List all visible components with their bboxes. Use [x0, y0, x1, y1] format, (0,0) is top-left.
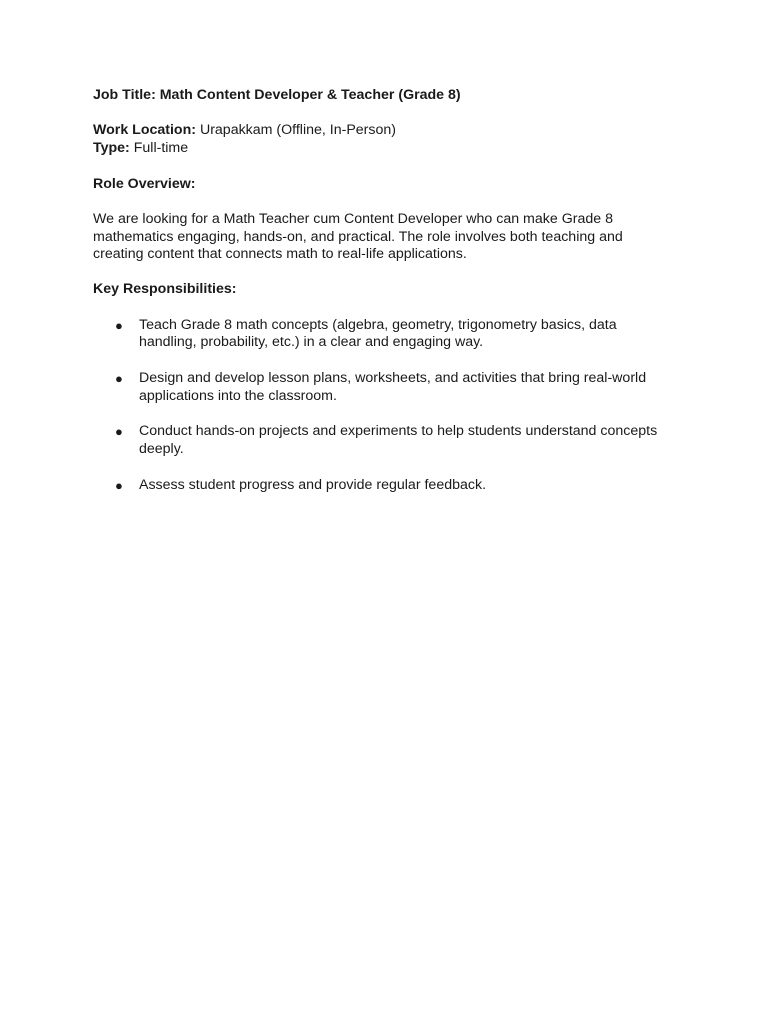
- type-label: Type:: [93, 139, 130, 156]
- role-overview-text: We are looking for a Math Teacher cum Content Developer who can make Grade 8 mathematics engaging, hands-on, and practical. The role involves both teaching and creating content that connects math to real-life applications.: [93, 210, 623, 263]
- role-overview-heading: Role Overview:: [93, 175, 196, 192]
- bullet-icon: ●: [115, 424, 123, 440]
- list-item: [93, 317, 673, 352]
- type-line: [93, 140, 673, 158]
- list-item: [93, 477, 673, 495]
- work-location-value: Urapakkam (Offline, In-Person): [196, 122, 397, 139]
- list-item: [93, 370, 673, 405]
- type-value: Full-time: [129, 139, 189, 156]
- work-location-line: [93, 122, 673, 140]
- list-item-text: Design and develop lesson plans, worksheets, and activities that bring real-world applications into the classroom.: [139, 370, 647, 404]
- job-title: Job Title: Math Content Developer & Teacher (Grade 8): [93, 87, 461, 103]
- document-body: [93, 87, 673, 513]
- bullet-icon: ●: [115, 477, 123, 493]
- list-item: [93, 423, 673, 458]
- bullet-icon: ●: [115, 371, 123, 387]
- responsibilities-list: [93, 317, 673, 495]
- list-item-text: Assess student progress and provide regular feedback.: [139, 476, 487, 493]
- key-responsibilities-heading: Key Responsibilities:: [93, 281, 237, 298]
- list-item-text: Conduct hands-on projects and experiments to help students understand concepts deeply.: [139, 423, 658, 458]
- work-location-label: Work Location:: [93, 122, 196, 139]
- list-item-text: Teach Grade 8 math concepts (algebra, geometry, trigonometry basics, data handling, probability, etc.) in a clear and engaging way.: [139, 316, 617, 351]
- bullet-icon: ●: [115, 317, 123, 333]
